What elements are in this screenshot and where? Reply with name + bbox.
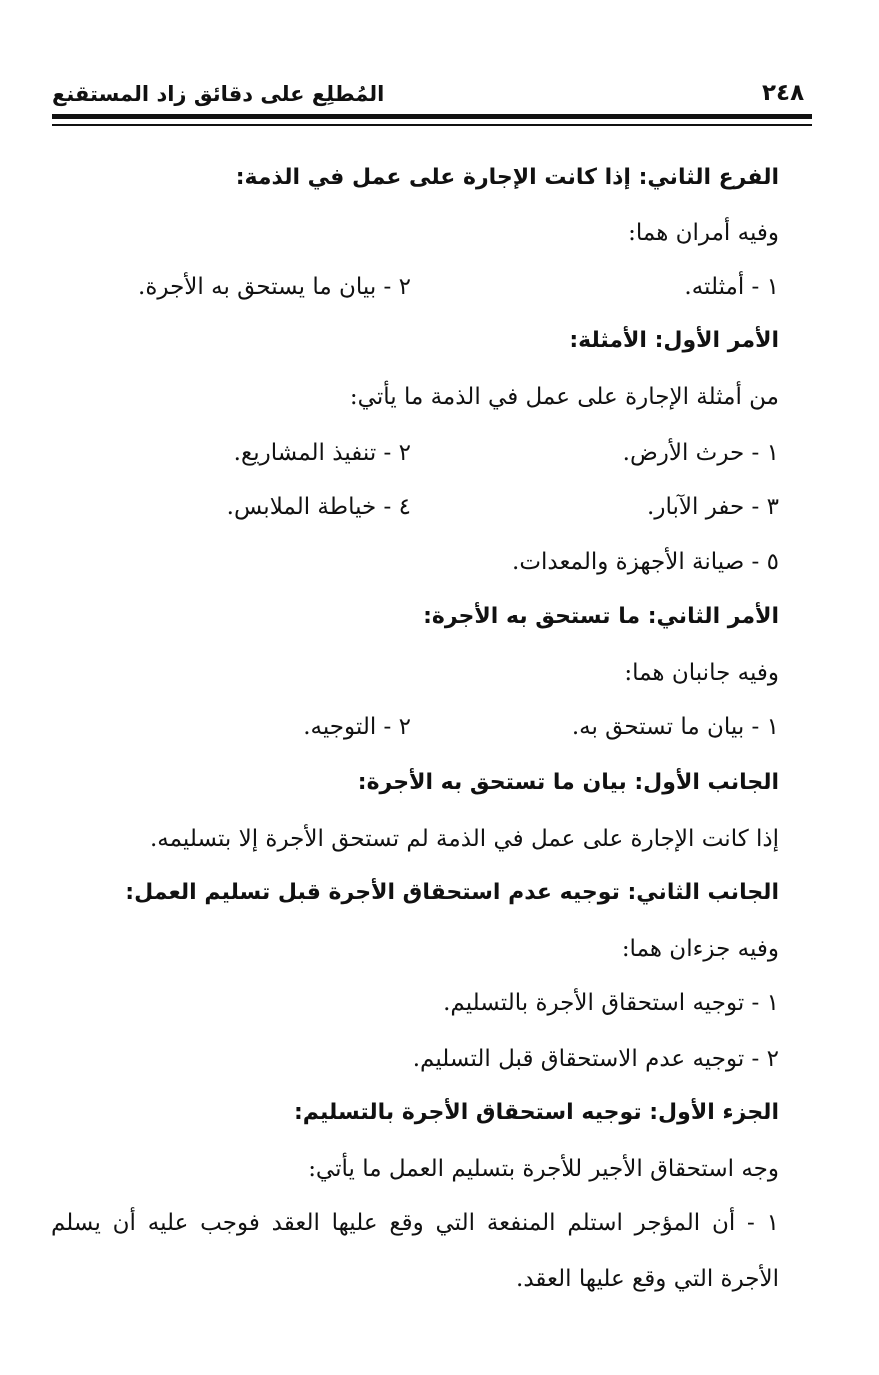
header-rule-thin [52, 124, 812, 126]
list-item: ١ - أمثلته. [684, 274, 779, 300]
section-heading: الأمر الأول: الأمثلة: [569, 328, 779, 353]
list-item: ٢ - بيان ما يستحق به الأجرة. [138, 274, 411, 300]
list-item: ١ - بيان ما تستحق به. [571, 714, 779, 740]
list-item: ٢ - توجيه عدم الاستحقاق قبل التسليم. [412, 1046, 779, 1072]
body-text: إذا كانت الإجارة على عمل في الذمة لم تستحق الأجرة إلا بتسليمه. [149, 826, 779, 852]
body-text: الأجرة التي وقع عليها العقد. [516, 1266, 779, 1292]
body-text: وفيه جزءان هما: [621, 936, 779, 962]
section-heading: الجانب الثاني: توجيه عدم استحقاق الأجرة قبل تسليم العمل: [125, 880, 779, 905]
body-text: من أمثلة الإجارة على عمل في الذمة ما يأتي: [349, 384, 779, 410]
body-text: وجه استحقاق الأجير للأجرة بتسليم العمل ما يأتي: [308, 1156, 779, 1182]
list-item: ٢ - التوجيه. [303, 714, 411, 740]
list-item: ٣ - حفر الآبار. [647, 494, 779, 520]
body-text: وفيه أمران هما: [628, 220, 779, 246]
list-item: ٤ - خياطة الملابس. [226, 494, 411, 520]
section-heading: الفرع الثاني: إذا كانت الإجارة على عمل في الذمة: [235, 165, 779, 190]
list-item: ١ - حرث الأرض. [622, 440, 779, 466]
list-item: ٢ - تنفيذ المشاريع. [233, 440, 411, 466]
body-text: ١ - أن المؤجر استلم المنفعة التي وقع عليها العقد فوجب عليه أن يسلم [51, 1210, 779, 1236]
running-header-title: المُطلِع على دقائق زاد المستقنع [52, 82, 385, 106]
page-number: ٢٤٨ [762, 80, 805, 106]
list-item: ٥ - صيانة الأجهزة والمعدات. [512, 549, 779, 575]
body-text: وفيه جانبان هما: [624, 660, 779, 686]
list-item: ١ - توجيه استحقاق الأجرة بالتسليم. [443, 990, 779, 1016]
section-heading: الأمر الثاني: ما تستحق به الأجرة: [423, 604, 779, 629]
header-rule-thick [52, 114, 812, 119]
section-heading: الجانب الأول: بيان ما تستحق به الأجرة: [357, 770, 779, 795]
section-heading: الجزء الأول: توجيه استحقاق الأجرة بالتسليم: [294, 1100, 779, 1125]
